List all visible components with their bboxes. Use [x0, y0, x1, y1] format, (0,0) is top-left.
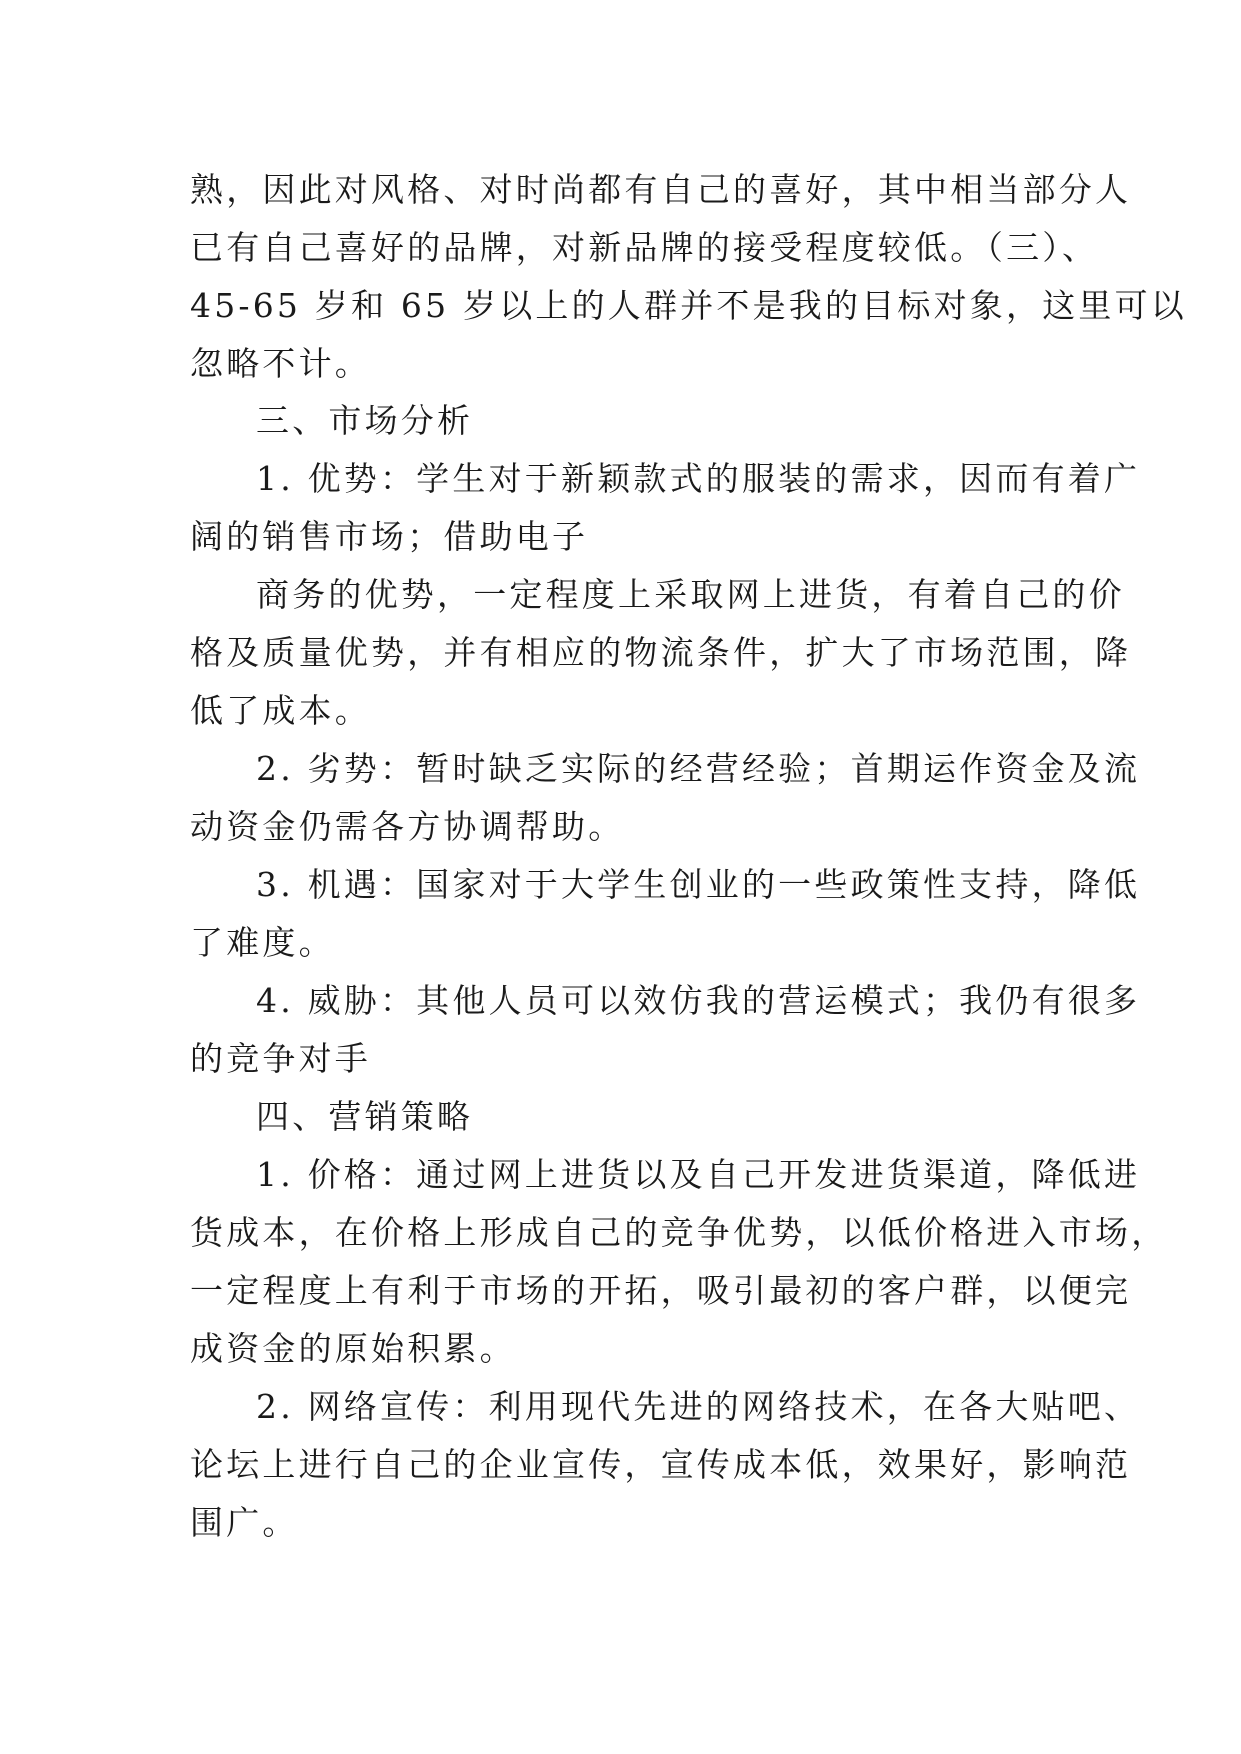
- text-line: 动资金仍需各方协调帮助。: [190, 807, 625, 846]
- text-line: 围广。: [190, 1503, 299, 1542]
- text-line: 2. 网络宣传：利用现代先进的网络技术，在各大贴吧、: [256, 1387, 1141, 1426]
- text-line: 商务的优势，一定程度上采取网上进货，有着自己的价: [256, 575, 1125, 614]
- text-line: 的竞争对手: [190, 1039, 371, 1078]
- text-line: 2. 劣势：暂时缺乏实际的经营经验；首期运作资金及流: [256, 749, 1141, 788]
- text-line: 45-65 岁和 65 岁以上的人群并不是我的目标对象，这里可以: [190, 286, 1187, 325]
- text-line: 已有自己喜好的品牌，对新品牌的接受程度较低。（三）、: [190, 228, 1099, 267]
- text-line: 阔的销售市场；借助电子: [190, 517, 589, 556]
- text-line: 1. 优势：学生对于新颖款式的服装的需求，因而有着广: [256, 459, 1141, 498]
- text-line: 货成本，在价格上形成自己的竞争优势，以低价格进入市场，: [190, 1213, 1168, 1252]
- section-heading: 三、市场分析: [256, 401, 474, 440]
- text-line: 3. 机遇：国家对于大学生创业的一些政策性支持，降低: [256, 865, 1141, 904]
- text-line: 4. 威胁：其他人员可以效仿我的营运模式；我仍有很多: [256, 981, 1141, 1020]
- text-line: 熟，因此对风格、对时尚都有自己的喜好，其中相当部分人: [190, 170, 1132, 209]
- text-line: 格及质量优势，并有相应的物流条件，扩大了市场范围，降: [190, 633, 1132, 672]
- text-line: 一定程度上有利于市场的开拓，吸引最初的客户群，以便完: [190, 1271, 1132, 1310]
- text-line: 忽略不计。: [190, 344, 371, 383]
- text-line: 论坛上进行自己的企业宣传，宣传成本低，效果好，影响范: [190, 1445, 1132, 1484]
- text-line: 1. 价格：通过网上进货以及自己开发进货渠道，降低进: [256, 1155, 1141, 1194]
- section-heading: 四、营销策略: [256, 1097, 474, 1136]
- text-line: 了难度。: [190, 923, 335, 962]
- text-line: 低了成本。: [190, 691, 371, 730]
- text-line: 成资金的原始积累。: [190, 1329, 516, 1368]
